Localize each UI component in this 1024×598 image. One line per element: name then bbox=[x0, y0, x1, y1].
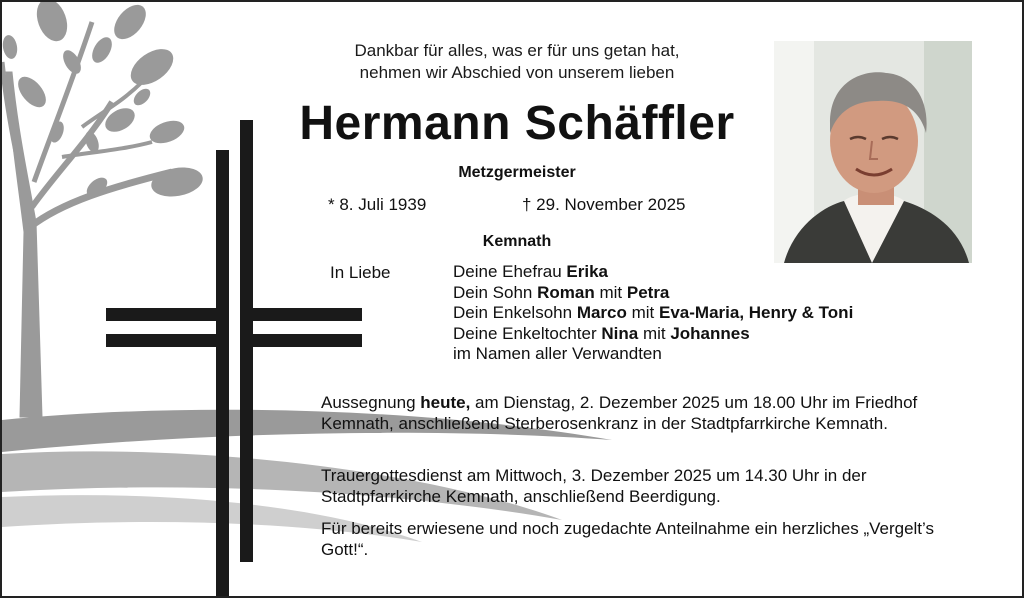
cross-gap bbox=[229, 308, 240, 347]
mourner-line: im Namen aller Verwandten bbox=[453, 344, 662, 363]
portrait-photo bbox=[774, 41, 972, 263]
portrait-image bbox=[774, 41, 972, 263]
intro-text bbox=[272, 40, 762, 84]
mourner-line: Deine Enkeltochter Nina mit Johannes bbox=[453, 323, 750, 343]
blessing-service-text: Aussegnung heute, am Dienstag, 2. Dezember 2025 um 18.00 Uhr im Friedhof Kemnath, anschließend Sterberosenkranz in der Stadtpfarrkirche Kemnath. bbox=[321, 393, 918, 433]
mourner-line: Deine Ehefrau Erika bbox=[453, 262, 608, 281]
intro-line-2: nehmen wir Abschied von unserem lieben bbox=[359, 63, 675, 82]
death-date: † 29. November 2025 bbox=[522, 195, 686, 214]
deceased-profession: Metzgermeister bbox=[458, 164, 576, 181]
hometown: Kemnath bbox=[482, 233, 552, 250]
thanks-text: Für bereits erwiesene und noch zugedachte Anteilnahme ein herzliches „Vergelt’s Gott!“. bbox=[321, 519, 934, 559]
funeral-service-text: Trauergottesdienst am Mittwoch, 3. Dezember 2025 um 14.30 Uhr in der Stadtpfarrkirche Kemnath, anschließend Beerdigung. bbox=[321, 466, 867, 506]
intro-line-1: Dankbar für alles, was er für uns getan hat, bbox=[354, 41, 680, 60]
mourner-line: Dein Sohn Roman mit Petra bbox=[453, 282, 670, 302]
mourners-list bbox=[453, 262, 853, 365]
tree-icon bbox=[2, 2, 205, 417]
birth-date: * 8. Juli 1939 bbox=[328, 195, 427, 214]
in-liebe-label: In Liebe bbox=[330, 263, 391, 282]
deceased-name: Hermann Schäffler bbox=[299, 97, 735, 150]
mourner-line: Dein Enkelsohn Marco mit Eva-Maria, Henry & Toni bbox=[453, 303, 854, 322]
